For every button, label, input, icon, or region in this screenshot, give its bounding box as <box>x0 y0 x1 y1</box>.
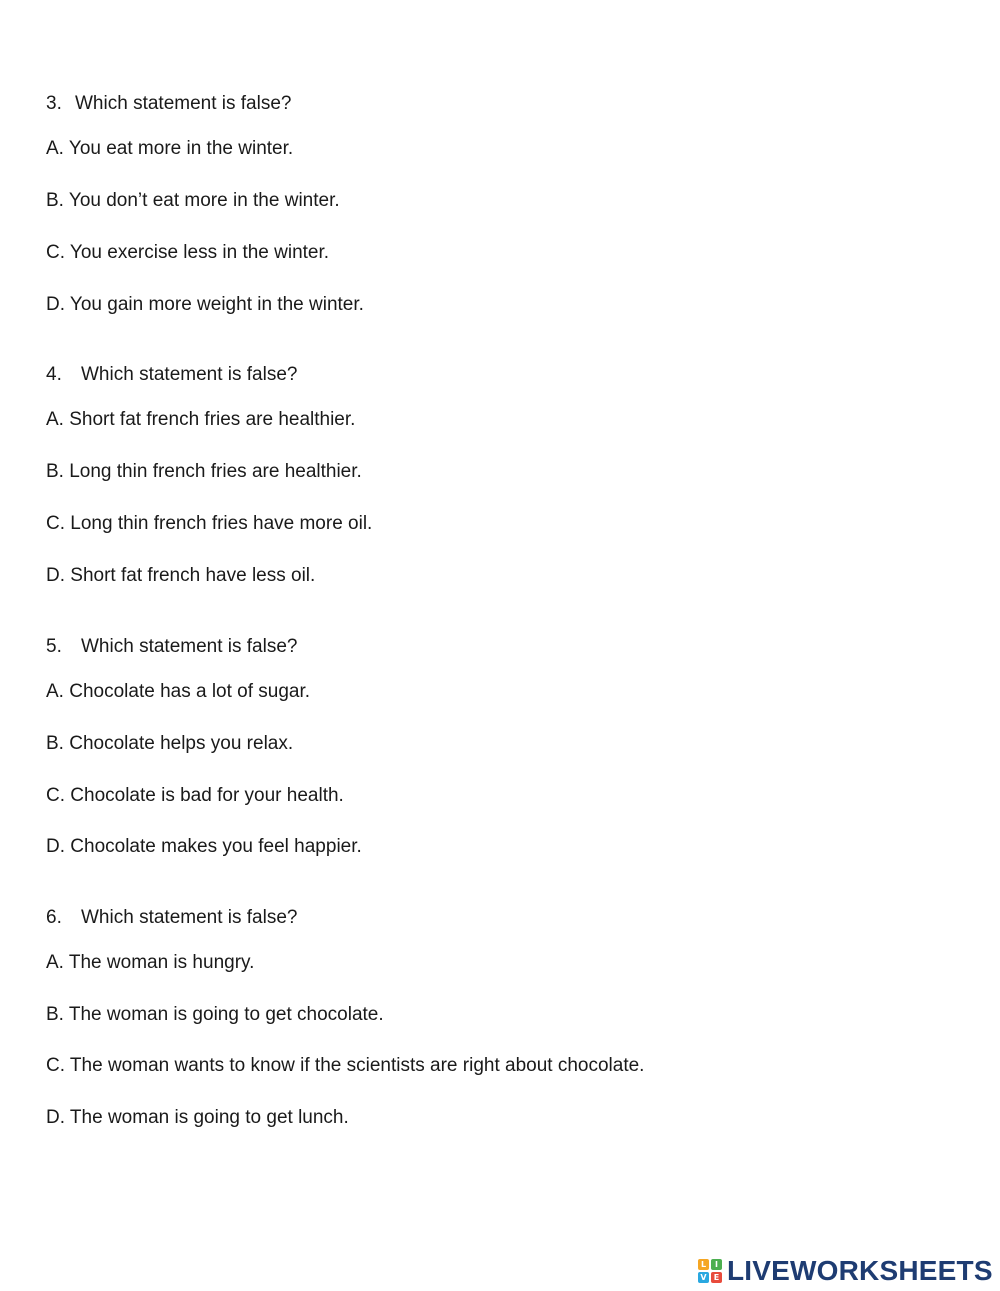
question-3-title <box>46 92 291 116</box>
question-6-title <box>46 906 297 930</box>
question-6-option-d: D. The woman is going to get lunch. <box>46 1107 349 1128</box>
question-5-text: Which statement is false? <box>81 636 298 657</box>
logo-text: LIVEWORKSHEETS <box>727 1255 993 1286</box>
question-4-number: 4. <box>46 364 62 385</box>
question-4-title <box>46 363 297 387</box>
question-5-option-d: D. Chocolate makes you feel happier. <box>46 836 362 857</box>
question-3-option-a: A. You eat more in the winter. <box>46 138 294 159</box>
question-6-option-a: A. The woman is hungry. <box>46 952 255 973</box>
logo-block-l: L <box>698 1259 709 1270</box>
question-3-text: Which statement is false? <box>75 93 292 114</box>
liveworksheets-logo <box>698 1255 993 1287</box>
question-6-option-c: C. The woman wants to know if the scientists are right about chocolate. <box>46 1055 645 1076</box>
question-4-option-d: D. Short fat french have less oil. <box>46 565 316 586</box>
question-4-option-c: C. Long thin french fries have more oil. <box>46 513 373 534</box>
question-3-option-d: D. You gain more weight in the winter. <box>46 294 364 315</box>
logo-blocks-icon <box>698 1257 724 1285</box>
logo-block-e: E <box>711 1272 722 1283</box>
logo-block-i: I <box>711 1259 722 1270</box>
question-6-text: Which statement is false? <box>81 907 298 928</box>
question-6-number: 6. <box>46 907 62 928</box>
question-6-option-b: B. The woman is going to get chocolate. <box>46 1004 384 1025</box>
logo-block-v: V <box>698 1272 709 1283</box>
question-3-option-b: B. You don’t eat more in the winter. <box>46 190 340 211</box>
question-4-option-a: A. Short fat french fries are healthier. <box>46 409 356 430</box>
question-5-option-c: C. Chocolate is bad for your health. <box>46 785 344 806</box>
question-4-text: Which statement is false? <box>81 364 298 385</box>
question-5-option-a: A. Chocolate has a lot of sugar. <box>46 681 311 702</box>
question-5-title <box>46 635 297 659</box>
question-4-option-b: B. Long thin french fries are healthier. <box>46 461 362 482</box>
question-3-option-c: C. You exercise less in the winter. <box>46 242 330 263</box>
question-5-option-b: B. Chocolate helps you relax. <box>46 733 294 754</box>
question-3-number: 3. <box>46 93 62 114</box>
question-5-number: 5. <box>46 636 62 657</box>
